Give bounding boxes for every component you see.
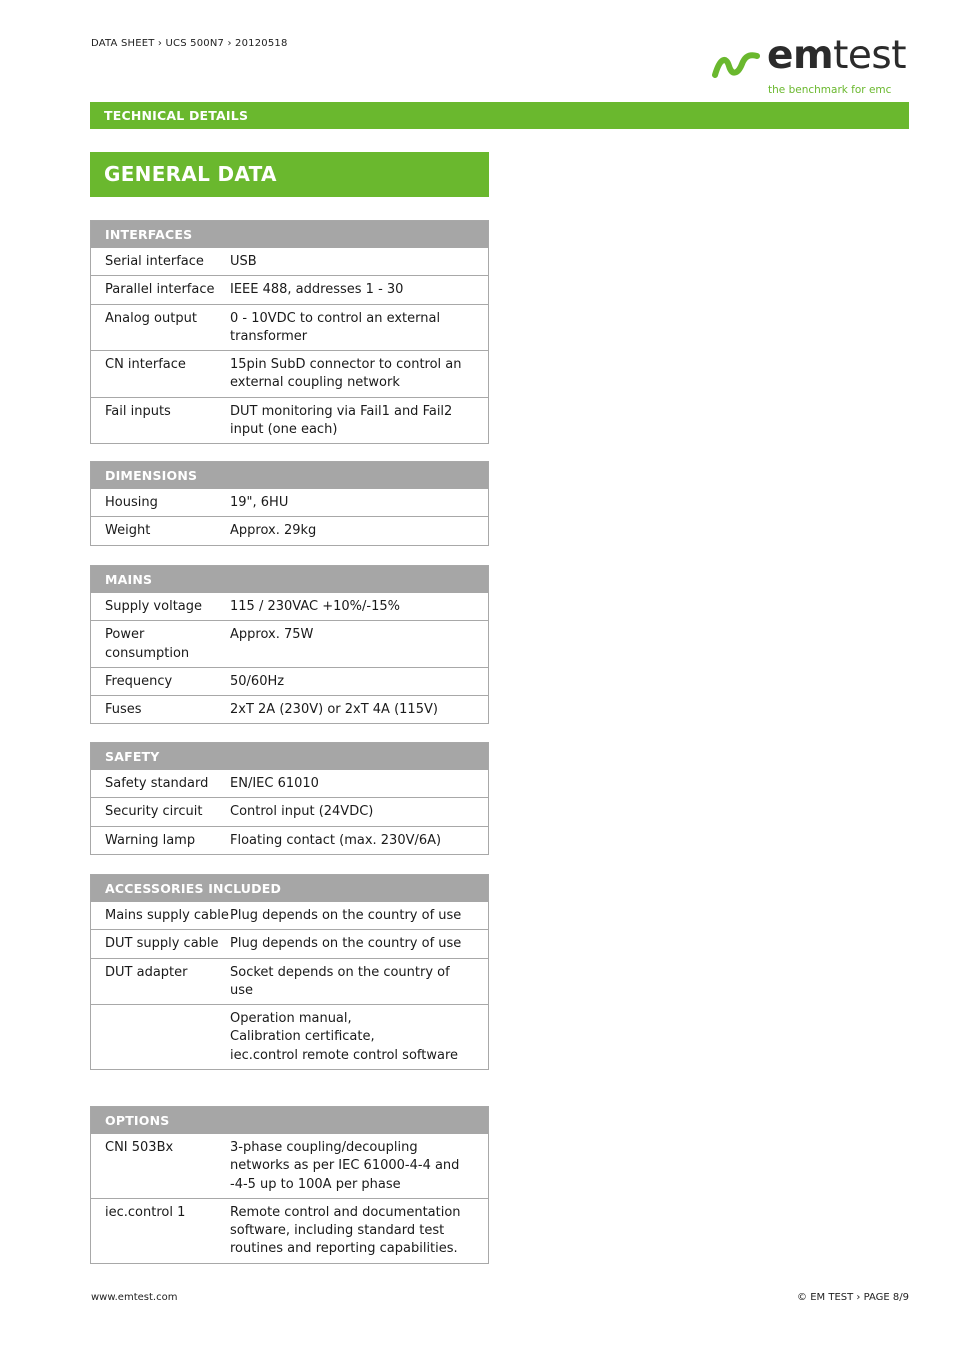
row-value: Floating contact (max. 230V/6A) [230,832,442,848]
table-row [91,248,488,275]
row-value: Plug depends on the country of use [230,908,462,923]
row-value: IEEE 488, addresses 1 - 30 [230,282,404,298]
table-row [91,770,488,797]
row-label: Parallel interface [105,282,215,298]
spec-table-mains [90,565,489,724]
table-row [91,929,488,957]
table-row [91,397,488,444]
table-row [91,593,488,620]
table-header: ACCESSORIES INCLUDED [91,875,488,902]
row-value: 15pin SubD connector to control an external coupling network [230,357,462,391]
footer-page-number: © EM TEST › PAGE 8/9 [797,1292,909,1303]
row-label: DUT supply cable [105,936,219,952]
row-label: Weight [105,523,151,539]
table-row [91,958,488,1005]
table-row [91,1004,488,1069]
row-label: Fuses [105,702,142,718]
footer-website[interactable]: www.emtest.com [91,1292,178,1303]
row-value: 2xT 2A (230V) or 2xT 4A (115V) [230,702,438,718]
row-value: Remote control and documentation software, including standard test routines and reporting capabilities. [230,1204,461,1257]
row-label: CN interface [105,357,186,373]
row-value: Approx. 75W [230,627,314,643]
table-row [91,620,488,667]
table-row [91,902,488,929]
breadcrumb: DATA SHEET › UCS 500N7 › 20120518 [91,38,288,49]
row-label: Power consumption [105,627,190,661]
row-value: Operation manual, Calibration certificate, iec.control remote control software [230,1011,459,1063]
table-header: INTERFACES [91,221,488,248]
table-row [91,797,488,825]
row-value: Control input (24VDC) [230,804,374,820]
row-label: Serial interface [105,254,204,269]
table-row [91,489,488,516]
table-row [91,304,488,351]
technical-details-label: TECHNICAL DETAILS [104,108,249,123]
spec-table-dimensions [90,461,489,546]
table-row [91,275,488,303]
table-row [91,667,488,695]
table-row [91,350,488,397]
row-value: Socket depends on the country of use [230,964,450,998]
emtest-wave-icon [712,52,760,78]
emtest-logo [712,33,912,98]
row-value: 19", 6HU [230,495,289,510]
row-label: Fail inputs [105,403,171,419]
table-row [91,1198,488,1263]
table-header: MAINS [91,566,488,593]
row-value: 115 / 230VAC +10%/-15% [230,599,400,614]
table-row [91,826,488,854]
row-label: Analog output [105,310,197,326]
row-value: Plug depends on the country of use [230,936,462,952]
row-value: Approx. 29kg [230,523,317,539]
row-label: iec.control 1 [105,1204,186,1220]
page-title: GENERAL DATA [104,162,277,186]
table-header: SAFETY [91,743,488,770]
row-value: 3-phase coupling/decoupling networks as per IEC 61000-4-4 and -4-5 up to 100A per phase [230,1140,460,1192]
logo-tagline: the benchmark for emc [768,84,892,96]
row-value: 0 - 10VDC to control an external transformer [230,310,441,344]
technical-details-bar [90,102,909,129]
general-data-title [90,152,489,197]
row-label: Housing [105,495,158,510]
logo-em: em [767,33,834,78]
table-header: OPTIONS [91,1107,488,1134]
row-value: EN/IEC 61010 [230,776,319,791]
logo-test: test [833,33,906,78]
row-label: Security circuit [105,804,203,820]
row-label: Supply voltage [105,599,203,614]
spec-table-safety [90,742,489,855]
spec-table-options [90,1106,489,1264]
row-value: USB [230,254,257,269]
table-row [91,695,488,723]
spec-table-interfaces [90,220,489,444]
row-label: Warning lamp [105,832,196,848]
row-value: DUT monitoring via Fail1 and Fail2 input (one each) [230,403,453,438]
row-label [91,1010,230,1065]
row-label: DUT adapter [105,964,188,980]
row-label: Safety standard [105,776,209,791]
row-value: 50/60Hz [230,673,285,689]
table-header: DIMENSIONS [91,462,488,489]
table-row [91,1134,488,1198]
spec-table-accessories-included [90,874,489,1070]
table-row [91,516,488,544]
logo-wordmark [767,33,906,78]
row-label: Frequency [105,673,173,689]
row-label: Mains supply cable [105,908,229,923]
row-label: CNI 503Bx [105,1140,174,1155]
